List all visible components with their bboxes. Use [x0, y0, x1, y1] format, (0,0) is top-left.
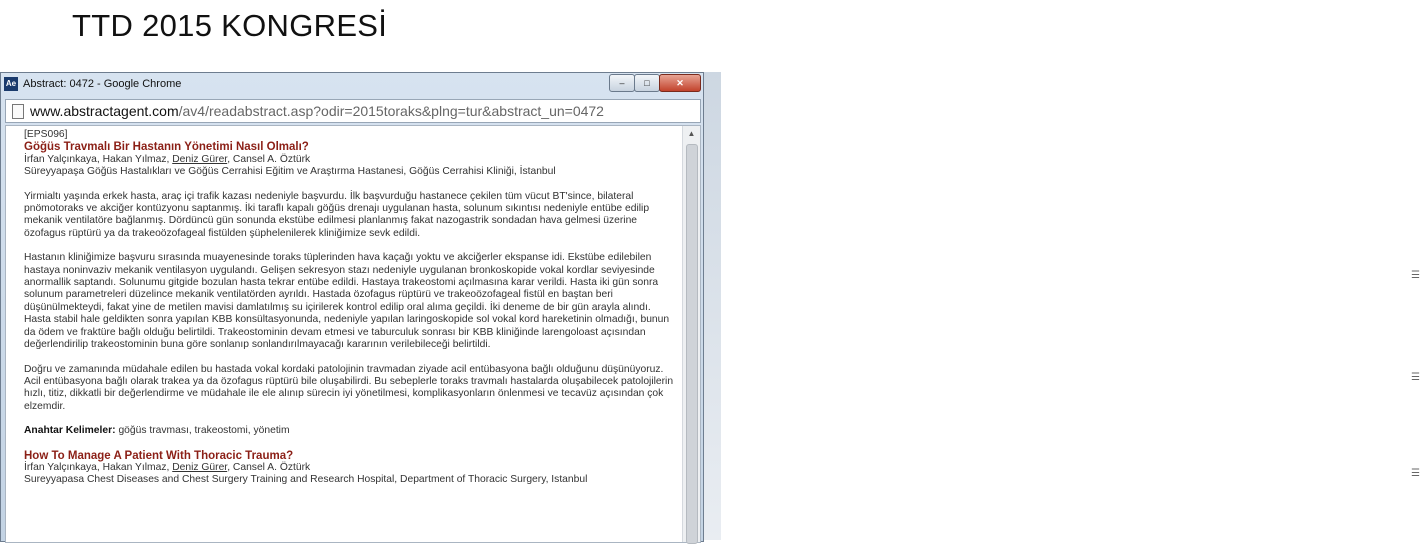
- url-host: www.abstractagent.com: [30, 103, 179, 119]
- abstract-title-tr: Göğüs Travmalı Bir Hastanın Yönetimi Nasıl Olmalı?: [24, 141, 309, 154]
- affiliation-en: Sureyyapasa Chest Diseases and Chest Surgery Training and Research Hospital, Department of Thoracic Surgery, Istanbul: [24, 474, 588, 486]
- url-text[interactable]: [30, 103, 604, 119]
- keywords-line: [24, 425, 680, 437]
- page-viewport: [5, 125, 701, 543]
- vertical-scrollbar[interactable]: [682, 126, 700, 542]
- keywords-label: Anahtar Kelimeler:: [24, 425, 116, 437]
- author-names: , Cansel A. Öztürk: [227, 461, 311, 473]
- abstract-paragraph-1: Yirmialtı yaşında erkek hasta, araç içi trafik kazası nedeniyle başvurdu. İlk başvurduğu hastanece çekilen tüm vücut BT'since, bilateral pnömotoraks ve akciğer kontüzyonu saptanmış. İki taraflı kapalı göğüs drenajı uygulanan hasta, solunum sıkıntısı nedeniyle entübe edilip mekanik ventilatöre bağlanmış. Dördüncü gün sonunda ekstübe edilmesi planlanmış fakat nazogastrik sondadan hava gelmesi üzerine özofagus rüptürü ya da trakeoözofageal fistülden şüphelenilerek kliniğimize sevk edildi.: [24, 190, 650, 239]
- title-bar[interactable]: [1, 73, 703, 95]
- window-title: Abstract: 0472 - Google Chrome: [23, 78, 182, 90]
- url-path: /av4/readabstract.asp?odir=2015toraks&plng=tur&abstract_un=0472: [178, 103, 604, 119]
- author-names: İrfan Yalçınkaya, Hakan Yılmaz,: [24, 461, 173, 473]
- author-names: , Cansel A. Öztürk: [227, 153, 311, 165]
- abstract-paragraph-3: Doğru ve zamanında müdahale edilen bu hastada vokal kordaki patolojinin travmadan ziyade acil entübasyona bağlı olduğunu düşünüyoruz. Acil entübasyona bağlı olarak trakea ya da özofagus rüptürü bile oluşabilirdi. Bu sebeplerle toraks travmalı hastalarda oluşabilecek patolojilerin hızlı, titiz, dikkatli bir değerlendirme ve müdahale ile ele alınıp sürecin iyi yönetilmesi, komplikasyonların önlenmesi ve tecavüz açısından çok elzemdir.: [24, 363, 674, 412]
- close-button[interactable]: ✕: [659, 74, 701, 92]
- abstract-paragraph-2: Hastanın kliniğimize başvuru sırasında muayenesinde toraks tüplerinden hava kaçağı yoktu ve akciğerler ekspanse idi. Ekstübe edilebilen hastaya noninvaziv mekanik ventilasyon uygulandı. Gelişen sekresyon stazı nedeniyle uygulanan bronkoskopide vokal kordlar seviyesinde anormallik saptandı. Solunumu gitgide bozulan hasta tekrar entübe edildi. Hastaya trakeostomi açılmasına karar verildi. Hasta iki gün sonra solunum parametreleri düzelince mekanik ventilatörden ayrıldı. Hastada özofagus rüptürü ve trakeoözofageal fistül en baştan beri düşünülmekteydi, fakat yine de metilen mavisi damlatılmış su içirilerek kontrol edilip oral alıma geçildi. İki deneme de bir gün arayla alındı. Hasta stabil hale geldikten sonra yapılan KBB konsültasyonunda, nedeniyle yapılan laringoskopide sol vokal kord hareketinin olmadığı, bunun da ödem ve fraktüre bağlı olduğu belirtildi. Trakeostominin devam etmesi ve taburculuk sonrası bir KBB kliniğinde larengoloast açısından değerlendirilip trakeostominin buna göre sonlanıp sonlandırılmayacağı kararının verilebileceği belirtildi.: [24, 252, 670, 351]
- affiliation-tr: Süreyyapaşa Göğüs Hastalıkları ve Göğüs Cerrahisi Eğitim ve Araştırma Hastanesi, Göğüs Cerrahisi Kliniği, İstanbul: [24, 166, 556, 178]
- abstract-title-en: How To Manage A Patient With Thoracic Trauma?: [24, 449, 294, 462]
- edge-glyph: ☰: [1411, 372, 1420, 383]
- abstract-code: [EPS096]: [24, 129, 68, 140]
- authors-en: [24, 462, 680, 474]
- slide-title: TTD 2015 KONGRESİ: [72, 8, 388, 43]
- abstract-content: [24, 129, 680, 487]
- author-link-deniz-gurer[interactable]: Deniz Gürer: [172, 461, 228, 473]
- page-icon: [12, 104, 24, 119]
- chrome-popup-window: [0, 72, 704, 542]
- minimize-button[interactable]: –: [609, 74, 635, 92]
- edge-glyph: ☰: [1411, 270, 1420, 281]
- authors-tr: [24, 154, 680, 166]
- author-names: İrfan Yalçınkaya, Hakan Yılmaz,: [24, 153, 173, 165]
- address-bar[interactable]: [5, 99, 701, 123]
- maximize-button[interactable]: □: [634, 74, 660, 92]
- background-window-edge: [703, 72, 1420, 540]
- edge-glyph: ☰: [1411, 468, 1420, 479]
- author-link-deniz-gurer[interactable]: Deniz Gürer: [172, 153, 228, 165]
- scroll-up-arrow-icon[interactable]: ▲: [687, 129, 696, 138]
- scrollbar-thumb[interactable]: [686, 144, 698, 544]
- chrome-app-icon: Ae: [4, 77, 18, 91]
- keywords-value: göğüs travması, trakeostomi, yönetim: [118, 425, 290, 437]
